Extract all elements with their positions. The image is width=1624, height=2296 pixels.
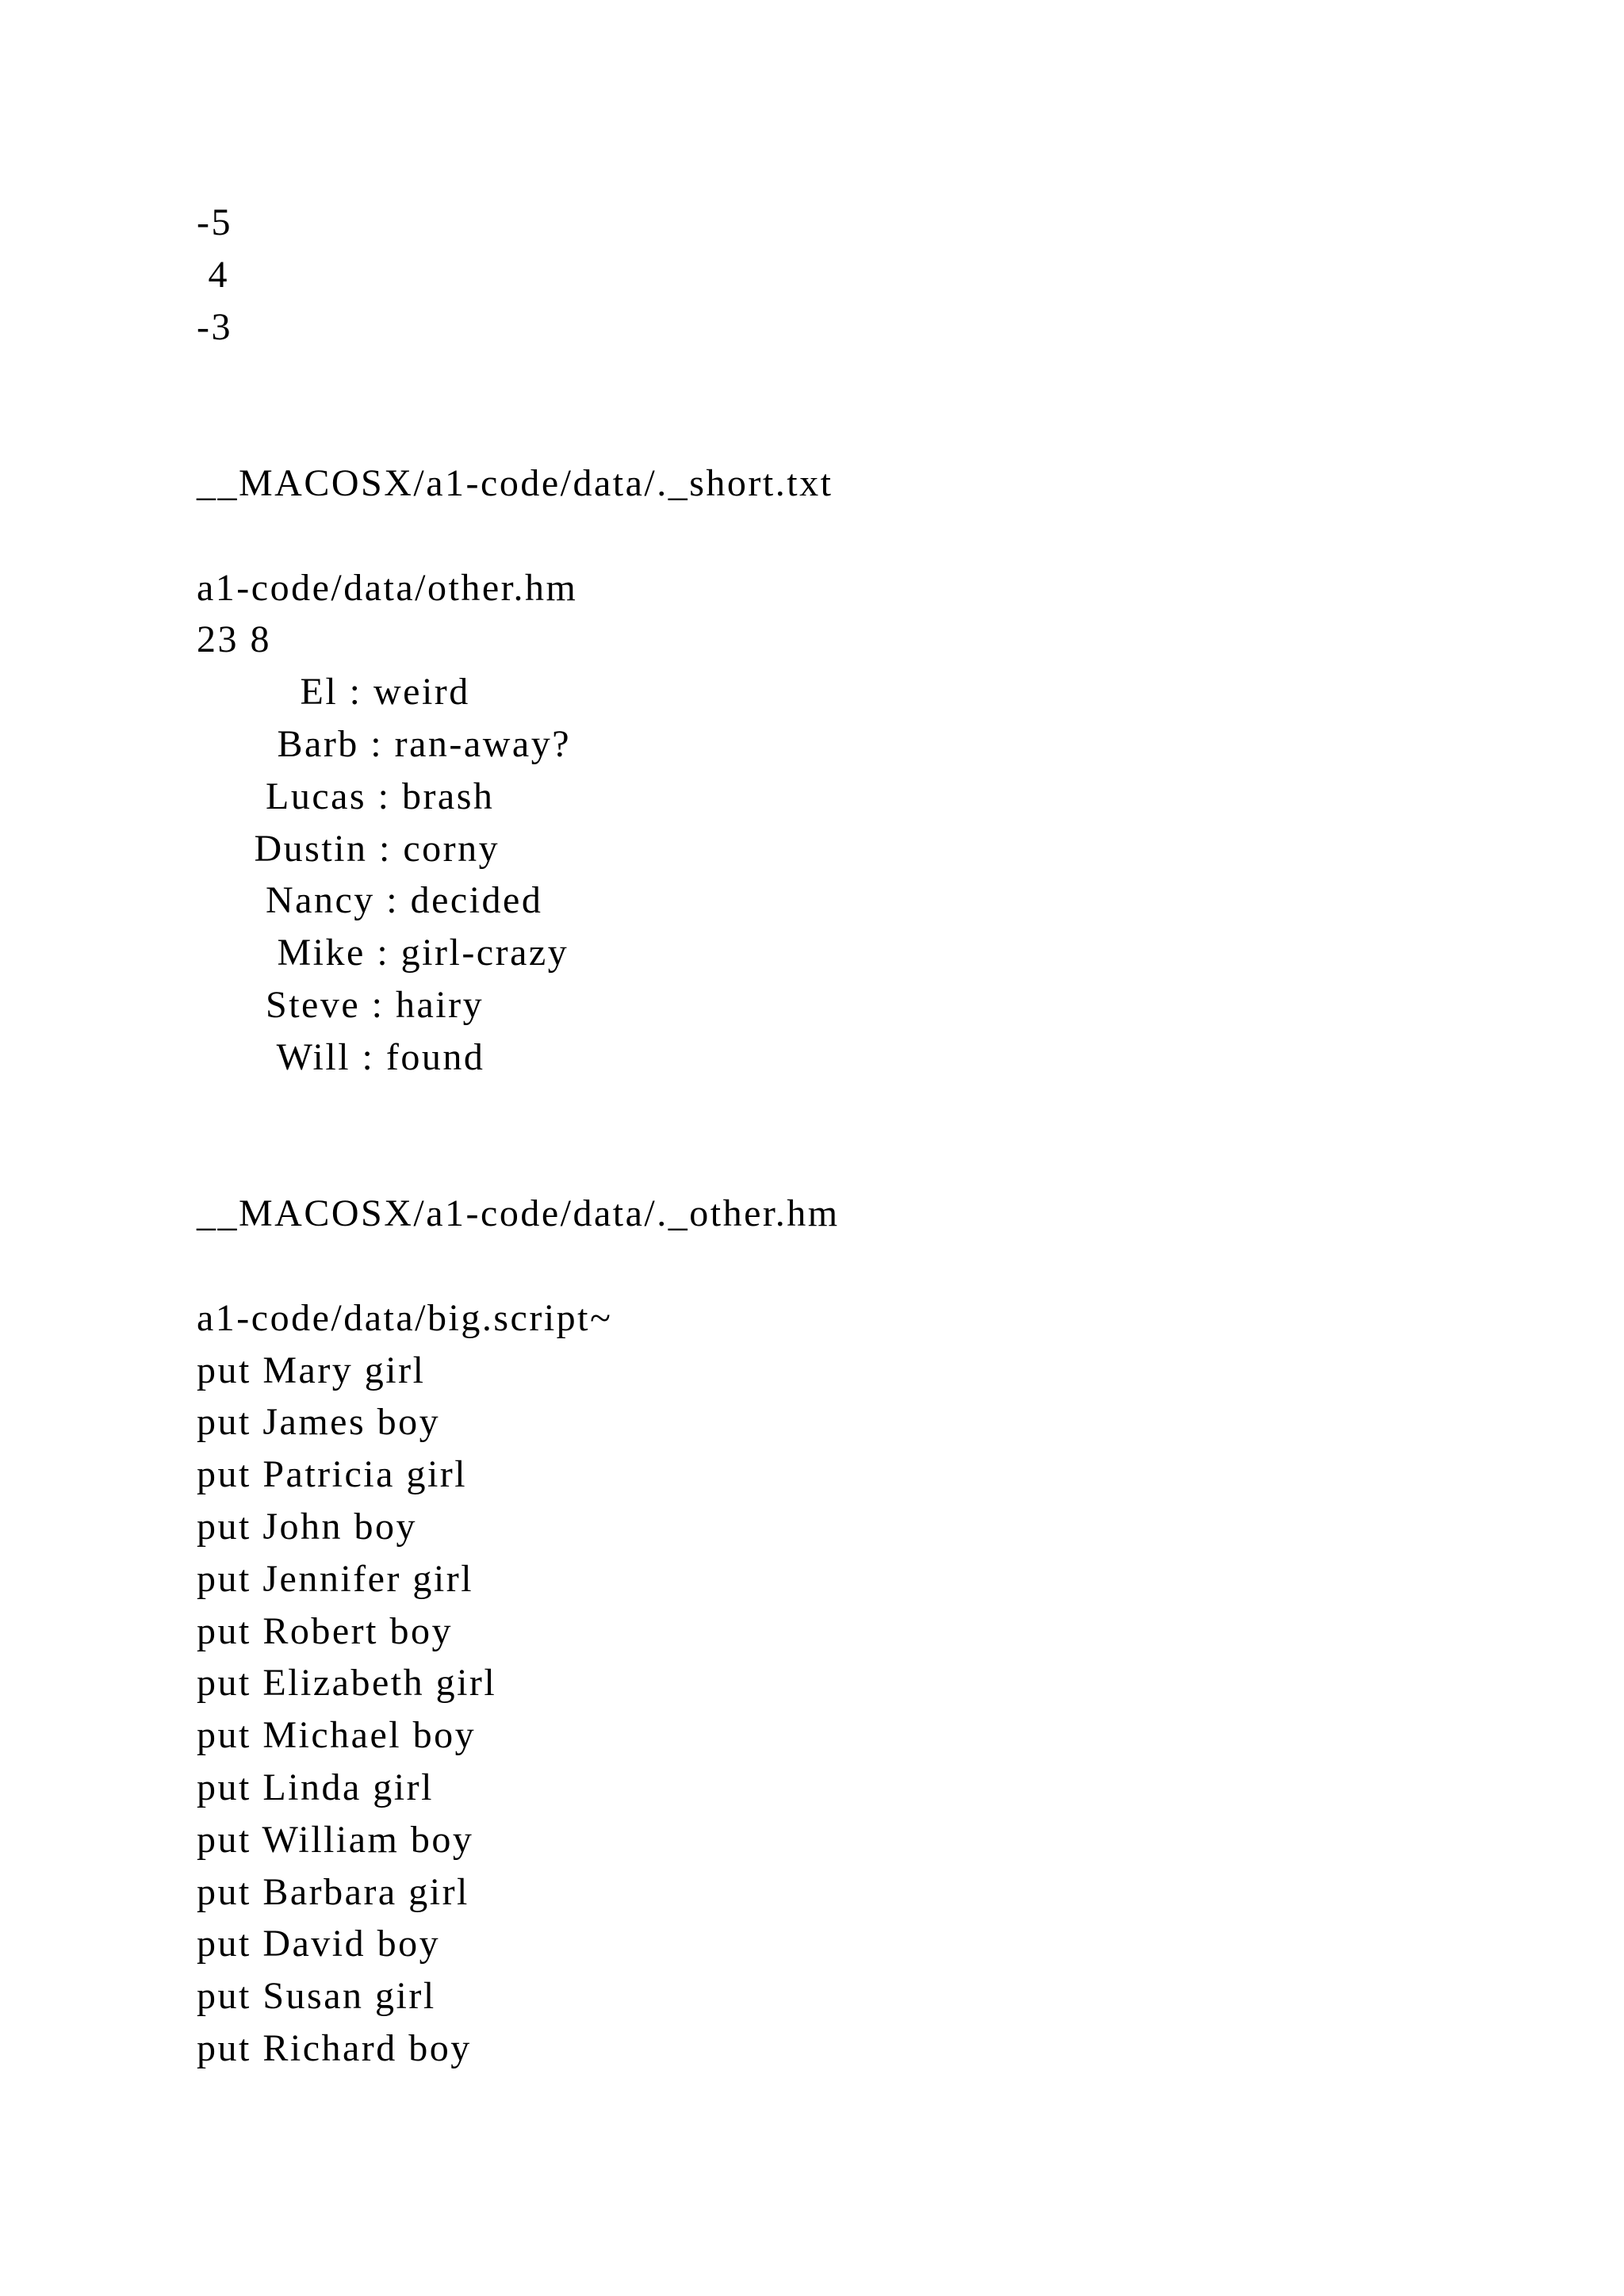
- other-file-entry: Barb : ran-away?: [197, 722, 571, 765]
- script-line: put Patricia girl: [197, 1453, 468, 1496]
- script-line: put Jennifer girl: [197, 1557, 474, 1600]
- script-line: put Linda girl: [197, 1766, 434, 1808]
- big-script-path: a1-code/data/big.script~: [197, 1296, 613, 1339]
- other-file-entry: Steve : hairy: [197, 983, 485, 1026]
- macosx-other-path: __MACOSX/a1-code/data/._other.hm: [197, 1192, 840, 1235]
- blank-space: [197, 353, 1545, 457]
- script-line: put Elizabeth girl: [197, 1662, 497, 1705]
- number-line: -3: [197, 305, 232, 348]
- script-line: put Barbara girl: [197, 1870, 469, 1913]
- other-file-entry: Will : found: [197, 1035, 485, 1078]
- script-line: put David boy: [197, 1923, 441, 1965]
- script-line: put John boy: [197, 1505, 418, 1548]
- macosx-short-path: __MACOSX/a1-code/data/._short.txt: [197, 461, 833, 504]
- blank-space: [197, 1084, 1545, 1188]
- script-line: put Susan girl: [197, 1975, 436, 2018]
- blank-space: [197, 1240, 1545, 1292]
- script-line: put Mary girl: [197, 1349, 426, 1391]
- document-text: [197, 197, 1545, 2075]
- other-file-entry: Mike : girl-crazy: [197, 932, 569, 974]
- other-file-entry: Lucas : brash: [197, 775, 495, 817]
- other-file-entry: Dustin : corny: [197, 827, 500, 870]
- script-line: put James boy: [197, 1401, 441, 1444]
- script-line: put Robert boy: [197, 1609, 453, 1652]
- script-line: put Richard boy: [197, 2026, 472, 2069]
- other-file-header: 23 8: [197, 618, 271, 661]
- script-line: put Michael boy: [197, 1714, 477, 1757]
- number-line: 4: [197, 253, 229, 296]
- other-file-entry: El : weird: [197, 671, 470, 714]
- other-file-path: a1-code/data/other.hm: [197, 566, 578, 609]
- script-line: put William boy: [197, 1818, 474, 1861]
- other-file-entry: Nancy : decided: [197, 879, 543, 922]
- blank-space: [197, 510, 1545, 562]
- number-line: -5: [197, 201, 232, 243]
